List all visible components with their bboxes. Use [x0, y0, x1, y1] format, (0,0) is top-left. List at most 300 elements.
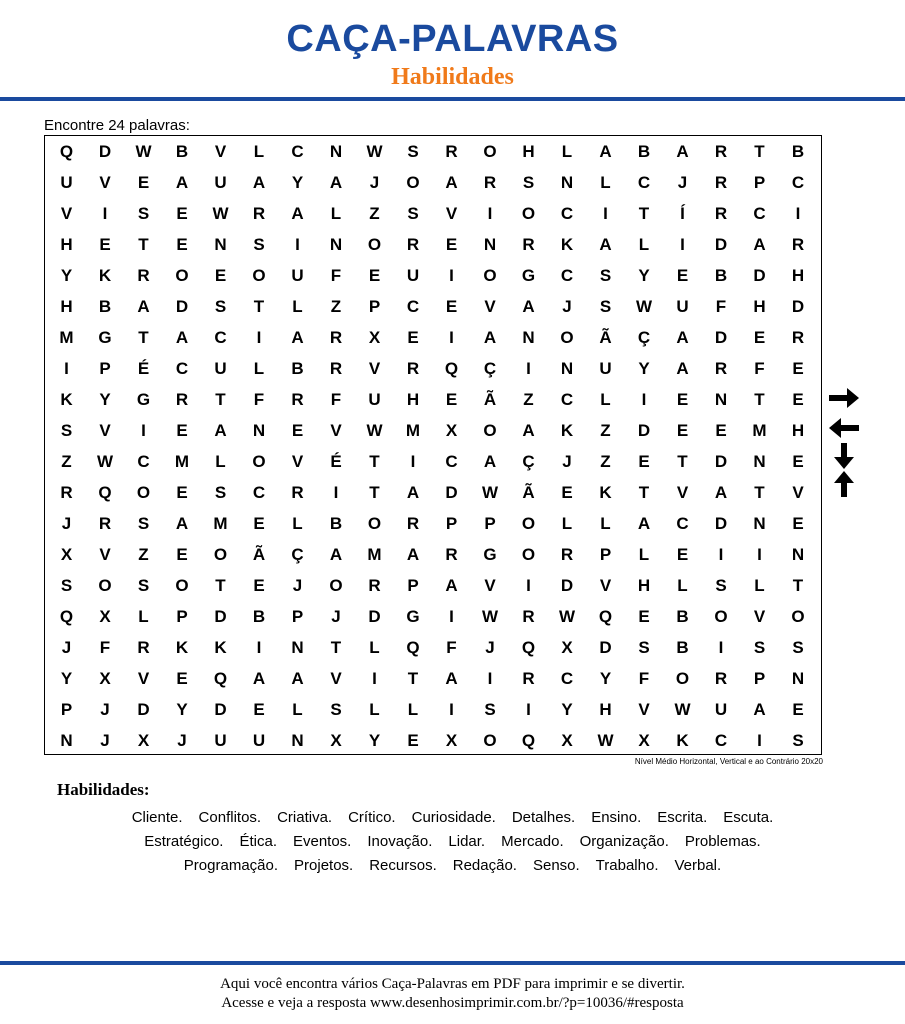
- grid-cell[interactable]: C: [137, 451, 150, 471]
- grid-cell[interactable]: A: [753, 234, 766, 254]
- grid-cell[interactable]: J: [485, 637, 495, 657]
- grid-cell[interactable]: A: [483, 451, 497, 471]
- grid-cell[interactable]: A: [175, 327, 189, 347]
- grid-cell[interactable]: Q: [521, 637, 536, 657]
- grid-cell[interactable]: O: [175, 575, 189, 595]
- grid-cell[interactable]: D: [599, 637, 612, 657]
- grid-cell[interactable]: B: [98, 296, 112, 316]
- grid-cell[interactable]: P: [753, 668, 766, 688]
- grid-cell[interactable]: Z: [369, 203, 380, 223]
- grid-cell[interactable]: R: [791, 234, 805, 254]
- grid-cell[interactable]: B: [175, 141, 189, 161]
- grid-cell[interactable]: E: [561, 482, 573, 502]
- grid-cell[interactable]: V: [792, 482, 804, 502]
- grid-cell[interactable]: G: [136, 389, 151, 409]
- grid-cell[interactable]: V: [291, 451, 304, 471]
- grid-cell[interactable]: C: [560, 203, 574, 223]
- grid-cell[interactable]: J: [61, 637, 72, 657]
- grid-cell[interactable]: R: [406, 513, 420, 533]
- grid-cell[interactable]: L: [561, 141, 573, 161]
- grid-cell[interactable]: C: [560, 389, 574, 409]
- grid-cell[interactable]: N: [791, 668, 805, 688]
- grid-cell[interactable]: O: [175, 265, 189, 285]
- grid-cell[interactable]: D: [637, 420, 651, 440]
- grid-cell[interactable]: W: [674, 699, 691, 719]
- grid-cell[interactable]: I: [526, 575, 531, 595]
- grid-cell[interactable]: V: [368, 358, 381, 378]
- grid-cell[interactable]: E: [715, 420, 727, 440]
- grid-cell[interactable]: D: [714, 513, 728, 533]
- grid-cell[interactable]: I: [526, 358, 531, 378]
- grid-cell[interactable]: T: [138, 234, 149, 254]
- grid-cell[interactable]: W: [558, 606, 576, 626]
- grid-cell[interactable]: S: [214, 482, 227, 502]
- grid-cell[interactable]: B: [252, 606, 266, 626]
- grid-cell[interactable]: S: [60, 420, 73, 440]
- grid-cell[interactable]: I: [487, 203, 493, 223]
- grid-cell[interactable]: O: [329, 575, 343, 595]
- grid-cell[interactable]: K: [60, 389, 73, 409]
- grid-cell[interactable]: A: [445, 575, 458, 595]
- grid-cell[interactable]: C: [406, 296, 420, 316]
- grid-cell[interactable]: Y: [291, 172, 304, 192]
- grid-cell[interactable]: H: [753, 296, 766, 316]
- grid-cell[interactable]: U: [214, 358, 227, 378]
- grid-cell[interactable]: L: [253, 141, 265, 161]
- grid-cell[interactable]: T: [677, 451, 688, 471]
- grid-cell[interactable]: S: [330, 699, 342, 719]
- grid-cell[interactable]: A: [252, 668, 266, 688]
- grid-cell[interactable]: E: [445, 389, 458, 409]
- grid-cell[interactable]: S: [407, 203, 419, 223]
- grid-cell[interactable]: Ã: [252, 544, 266, 564]
- grid-cell[interactable]: Ç: [483, 358, 497, 378]
- grid-cell[interactable]: J: [292, 575, 303, 595]
- grid-cell[interactable]: K: [98, 265, 112, 285]
- grid-cell[interactable]: E: [792, 699, 804, 719]
- grid-cell[interactable]: J: [677, 172, 688, 192]
- grid-cell[interactable]: A: [753, 699, 766, 719]
- grid-cell[interactable]: O: [252, 451, 266, 471]
- grid-cell[interactable]: T: [754, 141, 765, 161]
- grid-cell[interactable]: U: [214, 730, 227, 750]
- grid-cell[interactable]: A: [329, 544, 343, 564]
- grid-cell[interactable]: C: [560, 668, 574, 688]
- grid-cell[interactable]: D: [175, 296, 189, 316]
- grid-cell[interactable]: E: [676, 389, 689, 409]
- grid-cell[interactable]: B: [637, 141, 651, 161]
- grid-cell[interactable]: R: [522, 668, 535, 688]
- grid-cell[interactable]: T: [215, 575, 226, 595]
- grid-cell[interactable]: S: [638, 637, 650, 657]
- grid-cell[interactable]: R: [483, 172, 497, 192]
- grid-cell[interactable]: R: [522, 606, 535, 626]
- grid-cell[interactable]: R: [175, 389, 189, 409]
- grid-cell[interactable]: C: [560, 265, 574, 285]
- grid-cell[interactable]: E: [676, 544, 689, 564]
- grid-cell[interactable]: C: [791, 172, 805, 192]
- grid-cell[interactable]: B: [714, 265, 728, 285]
- grid-cell[interactable]: L: [369, 637, 380, 657]
- grid-cell[interactable]: A: [483, 327, 497, 347]
- grid-cell[interactable]: N: [329, 141, 343, 161]
- grid-cell[interactable]: N: [560, 358, 574, 378]
- grid-cell[interactable]: P: [368, 296, 381, 316]
- grid-cell[interactable]: Y: [561, 699, 573, 719]
- grid-cell[interactable]: O: [791, 606, 805, 626]
- grid-cell[interactable]: F: [715, 296, 727, 316]
- grid-cell[interactable]: I: [449, 606, 454, 626]
- grid-cell[interactable]: L: [330, 203, 342, 223]
- grid-cell[interactable]: I: [680, 234, 685, 254]
- grid-cell[interactable]: T: [138, 327, 149, 347]
- grid-cell[interactable]: C: [291, 141, 304, 161]
- grid-cell[interactable]: J: [331, 606, 341, 626]
- grid-cell[interactable]: E: [407, 730, 419, 750]
- grid-cell[interactable]: C: [252, 482, 266, 502]
- grid-cell[interactable]: Y: [99, 389, 111, 409]
- grid-cell[interactable]: I: [449, 327, 454, 347]
- grid-cell[interactable]: W: [366, 420, 383, 440]
- grid-cell[interactable]: D: [368, 606, 381, 626]
- grid-cell[interactable]: J: [562, 451, 572, 471]
- grid-cell[interactable]: R: [445, 544, 458, 564]
- grid-cell[interactable]: A: [175, 172, 189, 192]
- grid-cell[interactable]: V: [638, 699, 650, 719]
- grid-cell[interactable]: J: [562, 296, 572, 316]
- grid-cell[interactable]: Q: [444, 358, 459, 378]
- grid-cell[interactable]: T: [792, 575, 804, 595]
- grid-cell[interactable]: A: [175, 513, 189, 533]
- grid-cell[interactable]: N: [753, 451, 766, 471]
- grid-cell[interactable]: V: [214, 141, 227, 161]
- grid-cell[interactable]: R: [714, 358, 728, 378]
- grid-cell[interactable]: R: [406, 234, 420, 254]
- grid-cell[interactable]: H: [637, 575, 651, 595]
- grid-cell[interactable]: I: [410, 451, 416, 471]
- grid-cell[interactable]: F: [638, 668, 650, 688]
- grid-cell[interactable]: E: [638, 606, 650, 626]
- grid-cell[interactable]: O: [521, 544, 536, 564]
- grid-cell[interactable]: A: [406, 544, 420, 564]
- grid-cell[interactable]: Q: [406, 637, 420, 657]
- grid-cell[interactable]: L: [407, 699, 419, 719]
- grid-cell[interactable]: J: [61, 513, 72, 533]
- grid-cell[interactable]: I: [757, 730, 762, 750]
- grid-cell[interactable]: D: [214, 699, 227, 719]
- grid-cell[interactable]: I: [795, 203, 801, 223]
- grid-cell[interactable]: S: [484, 699, 496, 719]
- grid-cell[interactable]: N: [483, 234, 497, 254]
- grid-cell[interactable]: A: [291, 327, 304, 347]
- grid-cell[interactable]: B: [676, 637, 689, 657]
- grid-cell[interactable]: S: [715, 575, 727, 595]
- grid-cell[interactable]: A: [329, 172, 343, 192]
- grid-cell[interactable]: R: [137, 265, 150, 285]
- grid-cell[interactable]: J: [177, 730, 187, 750]
- grid-cell[interactable]: O: [714, 606, 728, 626]
- grid-cell[interactable]: V: [484, 575, 496, 595]
- grid-cell[interactable]: S: [792, 730, 804, 750]
- grid-cell[interactable]: U: [252, 730, 266, 750]
- grid-cell[interactable]: Ç: [522, 451, 535, 471]
- grid-cell[interactable]: S: [214, 296, 227, 316]
- grid-cell[interactable]: R: [791, 327, 805, 347]
- grid-cell[interactable]: Y: [176, 699, 188, 719]
- grid-cell[interactable]: Z: [523, 389, 534, 409]
- grid-cell[interactable]: R: [445, 141, 458, 161]
- grid-cell[interactable]: A: [676, 141, 689, 161]
- grid-cell[interactable]: X: [445, 730, 458, 750]
- grid-cell[interactable]: B: [676, 606, 689, 626]
- grid-cell[interactable]: V: [753, 606, 766, 626]
- grid-cell[interactable]: C: [175, 358, 189, 378]
- grid-cell[interactable]: V: [330, 668, 342, 688]
- grid-cell[interactable]: R: [137, 637, 150, 657]
- grid-cell[interactable]: E: [792, 358, 804, 378]
- grid-cell[interactable]: Y: [638, 265, 650, 285]
- grid-cell[interactable]: K: [175, 637, 189, 657]
- grid-cell[interactable]: E: [176, 420, 188, 440]
- grid-cell[interactable]: A: [445, 668, 458, 688]
- grid-cell[interactable]: P: [407, 575, 419, 595]
- grid-cell[interactable]: R: [714, 141, 728, 161]
- grid-cell[interactable]: E: [253, 513, 265, 533]
- grid-cell[interactable]: O: [213, 544, 228, 564]
- grid-cell[interactable]: W: [597, 730, 614, 750]
- grid-cell[interactable]: I: [449, 699, 454, 719]
- grid-cell[interactable]: S: [599, 296, 612, 316]
- grid-cell[interactable]: U: [676, 296, 689, 316]
- grid-cell[interactable]: V: [99, 172, 111, 192]
- grid-cell[interactable]: E: [99, 234, 111, 254]
- grid-cell[interactable]: L: [292, 513, 303, 533]
- grid-cell[interactable]: F: [754, 358, 765, 378]
- grid-cell[interactable]: F: [99, 637, 111, 657]
- grid-cell[interactable]: Q: [598, 606, 613, 626]
- grid-cell[interactable]: E: [176, 234, 188, 254]
- grid-cell[interactable]: Z: [600, 420, 611, 440]
- grid-cell[interactable]: U: [599, 358, 612, 378]
- grid-cell[interactable]: V: [60, 203, 73, 223]
- grid-cell[interactable]: P: [599, 544, 612, 564]
- grid-cell[interactable]: K: [676, 730, 689, 750]
- grid-cell[interactable]: I: [372, 668, 377, 688]
- grid-cell[interactable]: Ç: [637, 327, 651, 347]
- grid-cell[interactable]: V: [137, 668, 150, 688]
- grid-cell[interactable]: D: [445, 482, 458, 502]
- grid-cell[interactable]: E: [792, 389, 804, 409]
- grid-cell[interactable]: L: [600, 513, 611, 533]
- grid-cell[interactable]: I: [295, 234, 300, 254]
- grid-cell[interactable]: A: [637, 513, 651, 533]
- grid-cell[interactable]: H: [791, 265, 805, 285]
- grid-cell[interactable]: A: [522, 420, 535, 440]
- grid-cell[interactable]: X: [137, 730, 150, 750]
- grid-cell[interactable]: O: [521, 513, 536, 533]
- grid-cell[interactable]: M: [59, 327, 74, 347]
- grid-cell[interactable]: D: [791, 296, 805, 316]
- grid-cell[interactable]: R: [560, 544, 574, 564]
- grid-cell[interactable]: M: [213, 513, 228, 533]
- grid-cell[interactable]: V: [99, 544, 111, 564]
- grid-cell[interactable]: D: [98, 141, 112, 161]
- grid-cell[interactable]: I: [757, 544, 762, 564]
- grid-cell[interactable]: V: [484, 296, 496, 316]
- grid-cell[interactable]: E: [291, 420, 304, 440]
- grid-cell[interactable]: L: [369, 699, 380, 719]
- grid-cell[interactable]: E: [368, 265, 381, 285]
- grid-cell[interactable]: Ã: [483, 389, 497, 409]
- grid-cell[interactable]: N: [291, 637, 304, 657]
- grid-cell[interactable]: D: [137, 699, 150, 719]
- grid-cell[interactable]: O: [406, 172, 420, 192]
- grid-cell[interactable]: D: [714, 327, 728, 347]
- grid-cell[interactable]: Y: [60, 668, 73, 688]
- grid-cell[interactable]: S: [137, 513, 150, 533]
- grid-cell[interactable]: A: [291, 668, 304, 688]
- grid-cell[interactable]: T: [407, 668, 419, 688]
- grid-cell[interactable]: Q: [521, 730, 536, 750]
- grid-cell[interactable]: L: [754, 575, 765, 595]
- grid-cell[interactable]: D: [560, 575, 574, 595]
- grid-cell[interactable]: R: [368, 575, 381, 595]
- grid-cell[interactable]: Z: [600, 451, 611, 471]
- grid-cell[interactable]: A: [714, 482, 728, 502]
- grid-cell[interactable]: Í: [680, 203, 685, 223]
- grid-cell[interactable]: X: [638, 730, 650, 750]
- grid-cell[interactable]: W: [635, 296, 653, 316]
- grid-cell[interactable]: H: [60, 234, 73, 254]
- grid-cell[interactable]: L: [292, 296, 303, 316]
- grid-cell[interactable]: A: [214, 420, 227, 440]
- grid-cell[interactable]: G: [521, 265, 536, 285]
- grid-cell[interactable]: E: [176, 544, 188, 564]
- grid-cell[interactable]: R: [98, 513, 112, 533]
- grid-cell[interactable]: C: [676, 513, 689, 533]
- grid-cell[interactable]: A: [522, 296, 535, 316]
- grid-cell[interactable]: L: [138, 606, 149, 626]
- grid-cell[interactable]: O: [483, 730, 497, 750]
- grid-cell[interactable]: Z: [61, 451, 72, 471]
- grid-cell[interactable]: X: [368, 327, 381, 347]
- grid-cell[interactable]: S: [253, 234, 265, 254]
- grid-cell[interactable]: K: [214, 637, 227, 657]
- grid-cell[interactable]: U: [368, 389, 381, 409]
- grid-cell[interactable]: R: [522, 234, 535, 254]
- grid-cell[interactable]: I: [64, 358, 69, 378]
- grid-cell[interactable]: Q: [59, 606, 74, 626]
- grid-cell[interactable]: R: [714, 668, 728, 688]
- grid-cell[interactable]: L: [292, 699, 303, 719]
- grid-cell[interactable]: O: [483, 265, 497, 285]
- grid-cell[interactable]: X: [561, 637, 573, 657]
- grid-cell[interactable]: A: [252, 172, 266, 192]
- grid-cell[interactable]: A: [599, 234, 612, 254]
- grid-cell[interactable]: T: [253, 296, 265, 316]
- grid-cell[interactable]: X: [99, 606, 111, 626]
- grid-cell[interactable]: W: [212, 203, 229, 223]
- grid-cell[interactable]: J: [369, 172, 380, 192]
- grid-cell[interactable]: D: [714, 451, 728, 471]
- grid-cell[interactable]: D: [714, 234, 728, 254]
- grid-cell[interactable]: F: [330, 265, 342, 285]
- grid-cell[interactable]: I: [256, 637, 262, 657]
- grid-cell[interactable]: E: [176, 668, 188, 688]
- grid-cell[interactable]: S: [522, 172, 535, 192]
- grid-cell[interactable]: O: [521, 203, 536, 223]
- grid-cell[interactable]: E: [676, 265, 689, 285]
- grid-cell[interactable]: O: [675, 668, 690, 688]
- grid-cell[interactable]: H: [522, 141, 535, 161]
- grid-cell[interactable]: M: [405, 420, 421, 440]
- grid-cell[interactable]: A: [406, 482, 420, 502]
- grid-cell[interactable]: N: [60, 730, 73, 750]
- grid-cell[interactable]: E: [176, 203, 188, 223]
- grid-cell[interactable]: M: [174, 451, 190, 471]
- grid-cell[interactable]: U: [60, 172, 73, 192]
- grid-cell[interactable]: T: [754, 389, 765, 409]
- grid-cell[interactable]: L: [253, 358, 265, 378]
- grid-cell[interactable]: F: [446, 637, 457, 657]
- grid-cell[interactable]: V: [599, 575, 612, 595]
- grid-cell[interactable]: V: [445, 203, 458, 223]
- grid-cell[interactable]: N: [753, 513, 766, 533]
- grid-cell[interactable]: T: [330, 637, 342, 657]
- grid-cell[interactable]: J: [100, 699, 110, 719]
- grid-cell[interactable]: I: [256, 327, 262, 347]
- grid-cell[interactable]: I: [333, 482, 339, 502]
- grid-cell[interactable]: Y: [60, 265, 73, 285]
- grid-cell[interactable]: I: [449, 265, 454, 285]
- grid-cell[interactable]: P: [291, 606, 304, 626]
- grid-cell[interactable]: E: [676, 420, 689, 440]
- grid-cell[interactable]: E: [445, 296, 458, 316]
- grid-cell[interactable]: R: [60, 482, 73, 502]
- grid-cell[interactable]: M: [752, 420, 767, 440]
- grid-cell[interactable]: C: [445, 451, 458, 471]
- grid-cell[interactable]: L: [561, 513, 573, 533]
- grid-cell[interactable]: G: [483, 544, 497, 564]
- grid-cell[interactable]: Q: [213, 668, 228, 688]
- grid-cell[interactable]: S: [60, 575, 73, 595]
- grid-cell[interactable]: I: [718, 544, 724, 564]
- grid-cell[interactable]: U: [406, 265, 420, 285]
- grid-cell[interactable]: L: [215, 451, 226, 471]
- grid-cell[interactable]: E: [792, 513, 804, 533]
- grid-cell[interactable]: D: [753, 265, 766, 285]
- grid-cell[interactable]: U: [714, 699, 728, 719]
- grid-cell[interactable]: P: [445, 513, 458, 533]
- grid-cell[interactable]: R: [714, 172, 728, 192]
- grid-cell[interactable]: S: [753, 637, 766, 657]
- grid-cell[interactable]: C: [214, 327, 227, 347]
- grid-cell[interactable]: W: [481, 606, 499, 626]
- grid-cell[interactable]: Ã: [522, 482, 535, 502]
- grid-cell[interactable]: W: [366, 141, 383, 161]
- grid-cell[interactable]: Z: [330, 296, 342, 316]
- grid-cell[interactable]: I: [102, 203, 108, 223]
- grid-cell[interactable]: H: [599, 699, 612, 719]
- grid-cell[interactable]: O: [136, 482, 151, 502]
- grid-cell[interactable]: T: [638, 482, 650, 502]
- grid-cell[interactable]: T: [638, 203, 650, 223]
- grid-cell[interactable]: A: [676, 358, 689, 378]
- grid-cell[interactable]: C: [753, 203, 766, 223]
- grid-cell[interactable]: X: [561, 730, 573, 750]
- grid-cell[interactable]: L: [600, 389, 611, 409]
- grid-cell[interactable]: H: [406, 389, 420, 409]
